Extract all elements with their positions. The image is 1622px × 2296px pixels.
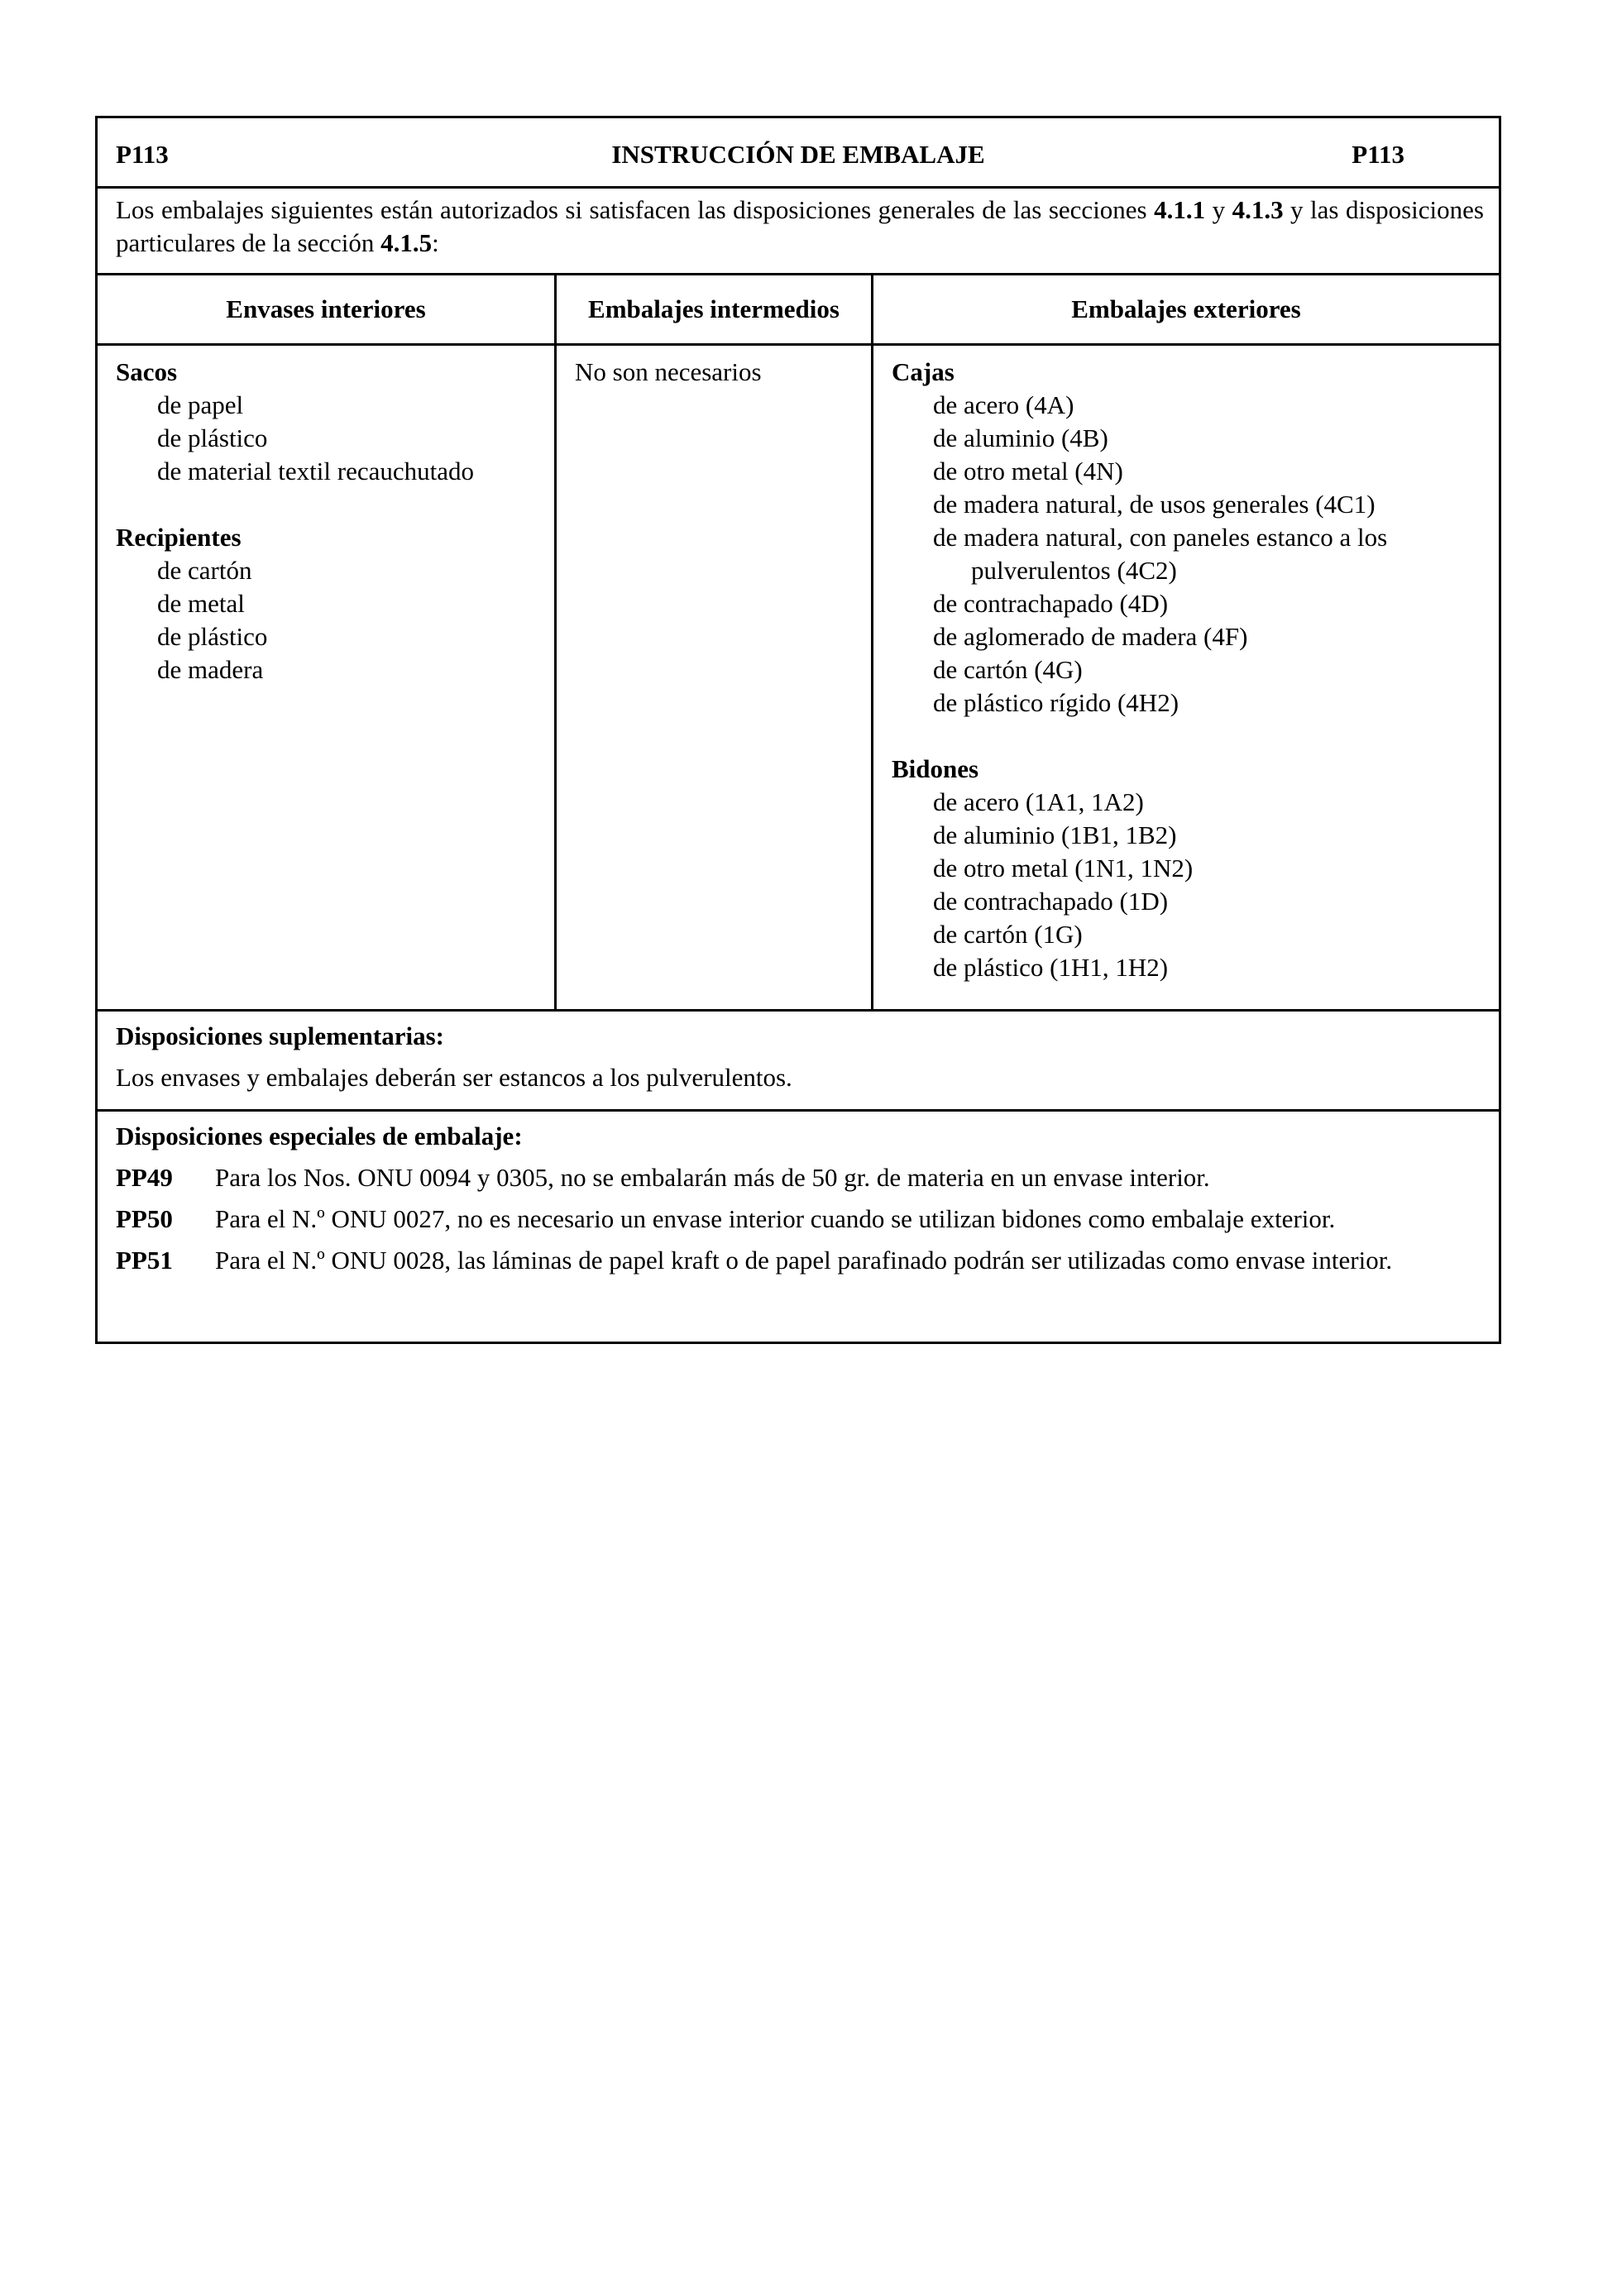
- header-code-right: P113: [1352, 140, 1404, 169]
- provision-code: PP50: [116, 1204, 173, 1233]
- column-header-outer: Embalajes exteriores: [873, 275, 1500, 345]
- provision-text: Para el N.º ONU 0028, las láminas de papel kraft o de papel parafinado podrán ser utilizadas como envase interior.: [215, 1246, 1393, 1275]
- list-item: de aluminio (1B1, 1B2): [933, 820, 1177, 849]
- header-code-left: P113: [116, 140, 169, 169]
- list-item: de otro metal (4N): [933, 457, 1123, 486]
- intermediate-packagings-cell: [556, 345, 873, 1011]
- list-item: de cartón (1G): [933, 920, 1083, 949]
- supplementary-text: Los envases y embalajes deberán ser estancos a los pulverulentos.: [116, 1063, 792, 1092]
- packing-instruction-table: [95, 116, 1501, 1344]
- list-item: de contrachapado (1D): [933, 887, 1169, 916]
- list-item: de material textil recauchutado: [157, 457, 475, 486]
- header-row: [97, 117, 1500, 188]
- provision-text: Para el N.º ONU 0027, no es necesario un envase interior cuando se utilizan bidones como embalaje exterior.: [215, 1204, 1336, 1233]
- intro-ref-3: 4.1.5: [380, 228, 433, 257]
- list-item: de plástico: [157, 423, 268, 452]
- inner-group-title: Sacos: [116, 357, 178, 386]
- outer-packagings-cell: [873, 345, 1500, 1011]
- inner-packagings-cell: [97, 345, 556, 1011]
- special-provision-row: [116, 1244, 1484, 1277]
- inner-group-title: Recipientes: [116, 523, 242, 552]
- list-item: de plástico rígido (4H2): [933, 688, 1179, 717]
- supplementary-provisions: [97, 1011, 1500, 1111]
- list-item: de acero (4A): [933, 390, 1074, 419]
- header-title: INSTRUCCIÓN DE EMBALAJE: [611, 140, 985, 169]
- list-item: de cartón: [157, 556, 252, 585]
- list-item: de papel: [157, 390, 244, 419]
- provision-text: Para los Nos. ONU 0094 y 0305, no se embalarán más de 50 gr. de materia en un envase interior.: [215, 1163, 1210, 1192]
- special-packing-provisions: [97, 1111, 1500, 1343]
- intermediate-text: No son necesarios: [575, 357, 762, 386]
- list-item: de metal: [157, 589, 245, 618]
- list-item: de cartón (4G): [933, 655, 1083, 684]
- intro-paragraph: [97, 188, 1500, 275]
- list-item: de plástico: [157, 622, 268, 651]
- column-header-intermediate: Embalajes intermedios: [556, 275, 873, 345]
- list-item: de otro metal (1N1, 1N2): [933, 854, 1194, 883]
- provision-code: PP51: [116, 1246, 173, 1275]
- intro-ref-2: 4.1.3: [1232, 195, 1284, 224]
- special-provision-row: [116, 1161, 1484, 1194]
- list-item: de acero (1A1, 1A2): [933, 787, 1144, 816]
- intro-text-a: Los embalajes siguientes están autorizados si satisfacen las disposiciones generales de las secciones: [116, 195, 1155, 224]
- intro-ref-1: 4.1.1: [1154, 195, 1206, 224]
- list-item: de aglomerado de madera (4F): [933, 622, 1248, 651]
- list-item: de madera: [157, 655, 264, 684]
- outer-group-title: Bidones: [892, 754, 979, 783]
- supplementary-title: Disposiciones suplementarias:: [116, 1021, 444, 1050]
- special-title: Disposiciones especiales de embalaje:: [116, 1122, 523, 1150]
- special-provision-row: [116, 1203, 1484, 1236]
- list-item: de madera natural, con paneles estanco a los: [933, 523, 1388, 552]
- list-item-continuation: pulverulentos (4C2): [971, 556, 1177, 585]
- provision-code: PP49: [116, 1163, 173, 1192]
- list-item: de plástico (1H1, 1H2): [933, 953, 1169, 982]
- list-item: de aluminio (4B): [933, 423, 1108, 452]
- list-item: de madera natural, de usos generales (4C1): [933, 490, 1376, 519]
- outer-group-title: Cajas: [892, 357, 955, 386]
- list-item: de contrachapado (4D): [933, 589, 1169, 618]
- column-header-inner: Envases interiores: [97, 275, 556, 345]
- intro-text-c: y las disposiciones particulares de la sección: [116, 195, 1484, 257]
- intro-text-b: y: [1205, 195, 1232, 224]
- intro-text-d: :: [432, 228, 439, 257]
